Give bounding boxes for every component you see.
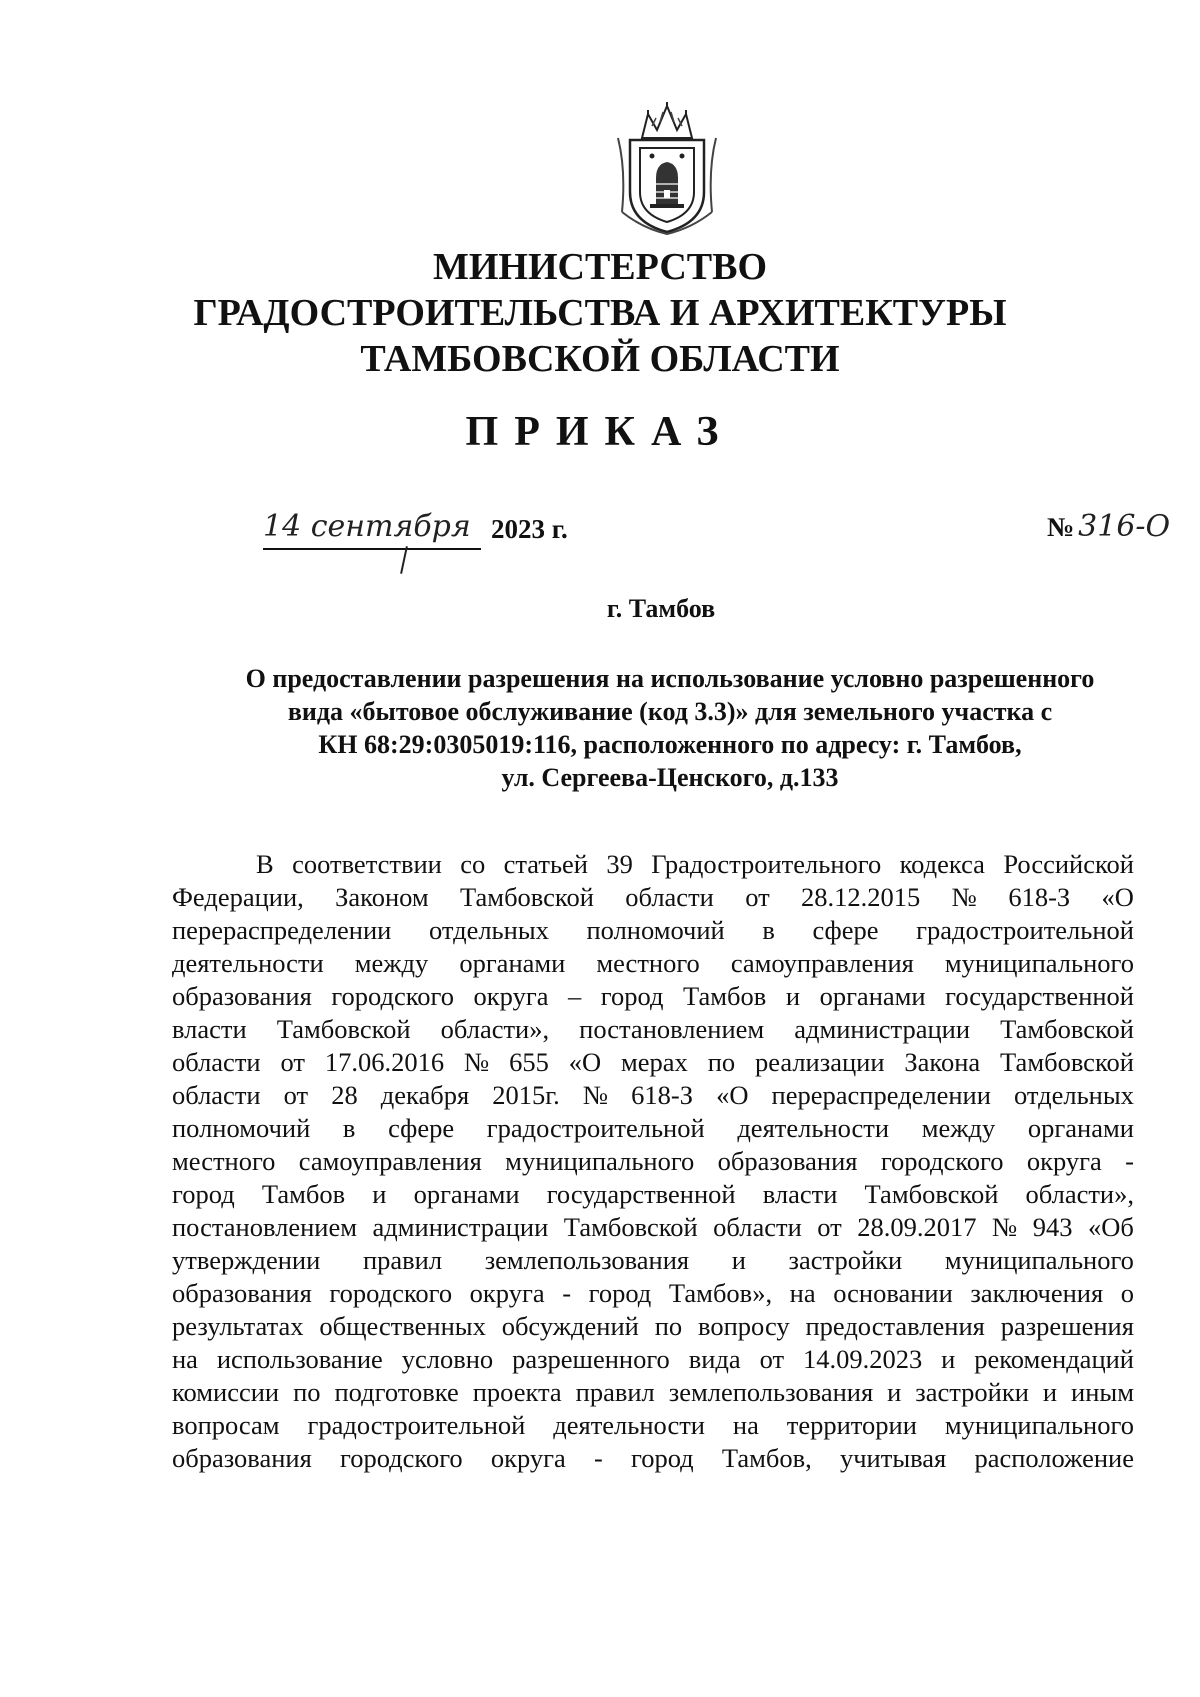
body-word: заключения <box>970 1278 1104 1308</box>
body-word: 28 <box>331 1080 358 1110</box>
body-word: - <box>593 1443 603 1473</box>
body-word: Тамбов», <box>668 1278 773 1308</box>
body-word: со <box>460 849 486 879</box>
body-word: Тамбов <box>261 1179 346 1209</box>
body-word: полномочий <box>586 915 725 945</box>
body-word: - <box>1125 1146 1134 1176</box>
body-word: в <box>342 1113 356 1143</box>
body-word: Российской <box>1003 849 1134 879</box>
body-word: муниципального <box>944 948 1134 978</box>
body-word: город <box>600 981 664 1011</box>
body-line <box>172 980 1134 1013</box>
body-word: вопросам <box>172 1410 280 1440</box>
body-word: статьей <box>503 849 588 879</box>
body-word: территории <box>786 1410 917 1440</box>
coat-of-arms-icon <box>612 100 722 235</box>
body-word: муниципального <box>944 1245 1134 1275</box>
body-word: постановлением <box>579 1014 765 1044</box>
body-word: правил <box>362 1245 443 1275</box>
body-line <box>172 1343 1134 1376</box>
body-word: области», <box>440 1014 550 1044</box>
body-word: В <box>256 849 274 879</box>
body-word: государственной <box>546 1179 736 1209</box>
order-subject <box>170 662 1170 794</box>
subject-line: КН 68:29:0305019:116, расположенного по адресу: г. Тамбов, <box>318 730 1022 759</box>
body-word: перераспределении <box>172 915 392 945</box>
body-word: 28.09.2017 <box>857 1212 977 1242</box>
body-word: 2015г. <box>492 1080 560 1110</box>
body-line <box>172 1310 1134 1343</box>
body-word: 39 <box>606 849 633 879</box>
body-word: Федерации, <box>172 882 304 912</box>
order-body-paragraph <box>172 848 1134 1475</box>
body-word: самоуправления <box>298 1146 482 1176</box>
body-word: округа <box>469 1278 545 1308</box>
body-line <box>172 1277 1134 1310</box>
body-word: город <box>172 1179 235 1209</box>
subject-line: О предоставлении разрешения на использование условно разрешенного <box>245 664 1095 693</box>
body-line <box>172 1376 1134 1409</box>
body-word: образования <box>172 1443 312 1473</box>
body-word: основании <box>833 1278 953 1308</box>
body-word: постановлением <box>172 1212 357 1242</box>
date-year: 2023 г. <box>491 514 568 544</box>
ministry-line-1: МИНИСТЕРСТВО <box>432 246 768 288</box>
body-word: 28.12.2015 <box>801 882 921 912</box>
body-word: образования <box>172 1278 312 1308</box>
body-word: застройки <box>788 1245 903 1275</box>
body-word: «О <box>568 1047 602 1077</box>
body-word: и <box>372 1179 387 1209</box>
body-word: по <box>654 1311 683 1341</box>
body-word: местного <box>596 948 700 978</box>
body-word: перераспределении <box>771 1080 991 1110</box>
body-word: области <box>172 1080 261 1110</box>
date-pen-stroke <box>400 546 408 574</box>
body-word: области», <box>1025 1179 1134 1209</box>
body-word: Тамбовской <box>1000 1014 1134 1044</box>
body-word: полномочий <box>172 1113 311 1143</box>
body-word: разрешенного <box>512 1344 670 1374</box>
body-word: разрешения <box>1000 1311 1134 1341</box>
body-word: учитывая <box>839 1443 947 1473</box>
body-word: № <box>951 882 977 912</box>
body-word: области <box>713 1212 802 1242</box>
body-word: от <box>817 1212 842 1242</box>
body-word: области <box>625 882 714 912</box>
body-word: местного <box>172 1146 276 1176</box>
body-word: Тамбовской <box>460 882 594 912</box>
body-word: на <box>732 1410 759 1440</box>
body-word: предоставления <box>805 1311 985 1341</box>
body-word: и <box>887 1377 902 1407</box>
body-line <box>172 1442 1134 1475</box>
body-word: градостроительной <box>307 1410 526 1440</box>
body-word: в <box>762 915 775 945</box>
body-word: между <box>921 1113 996 1143</box>
body-word: «О <box>716 1080 749 1110</box>
body-word: от <box>280 1047 305 1077</box>
body-word: использование <box>216 1344 383 1374</box>
body-word: округа <box>1026 1146 1102 1176</box>
ministry-line-3: ТАМБОВСКОЙ ОБЛАСТИ <box>360 338 840 380</box>
body-word: мерах <box>621 1047 688 1077</box>
body-word: 14.09.2023 <box>802 1344 923 1374</box>
body-word: городского <box>329 1278 453 1308</box>
number-sign: № <box>1047 512 1075 542</box>
body-word: № <box>582 1080 609 1110</box>
body-word: по <box>293 1377 321 1407</box>
body-word: власти <box>762 1179 838 1209</box>
body-word: Градостроительного <box>651 849 882 879</box>
body-word: комиссии <box>172 1377 280 1407</box>
body-word: утверждении <box>172 1245 321 1275</box>
body-word: образования <box>172 981 312 1011</box>
body-word: общественных <box>319 1311 486 1341</box>
ministry-name <box>0 244 1200 382</box>
body-word: органами <box>413 1179 520 1209</box>
body-word: правил <box>575 1377 655 1407</box>
body-word: 943 <box>1032 1212 1073 1242</box>
body-word: проекта <box>472 1377 562 1407</box>
body-word: вида <box>688 1344 741 1374</box>
body-word: городского <box>331 981 455 1011</box>
body-line <box>172 1178 1134 1211</box>
body-word: Закона <box>904 1047 981 1077</box>
body-word: городского <box>339 1443 463 1473</box>
body-word: Тамбовской <box>563 1212 698 1242</box>
body-word: отдельных <box>1013 1080 1134 1110</box>
body-word: и <box>1042 1377 1058 1407</box>
body-word: по <box>707 1047 736 1077</box>
body-word: администрации <box>372 1212 549 1242</box>
body-word: «О <box>1101 882 1134 912</box>
body-word: органами <box>459 948 566 978</box>
body-word: сфере <box>388 1113 455 1143</box>
body-word: градостроительной <box>486 1113 705 1143</box>
body-word: области <box>172 1047 261 1077</box>
body-word: сфере <box>812 915 879 945</box>
body-line <box>172 881 1134 914</box>
body-word: на <box>789 1278 816 1308</box>
body-word: город <box>588 1278 652 1308</box>
body-word: от <box>283 1080 309 1110</box>
body-word: вопросу <box>698 1311 790 1341</box>
city-line: г. Тамбов <box>606 594 716 623</box>
body-word: 17.06.2016 <box>324 1047 445 1077</box>
body-line <box>172 1112 1134 1145</box>
body-word: Тамбовской <box>864 1179 999 1209</box>
body-word: от <box>745 882 770 912</box>
body-word: и <box>731 1245 746 1275</box>
order-number <box>1047 508 1170 546</box>
body-word: соответствии <box>292 849 442 879</box>
body-word: государственной <box>945 981 1134 1011</box>
body-word: деятельности <box>172 948 324 978</box>
body-word: - <box>562 1278 572 1308</box>
body-word: Тамбов <box>683 981 767 1011</box>
body-line <box>172 1211 1134 1244</box>
body-word: Тамбовской <box>276 1014 411 1044</box>
body-word: декабря <box>380 1080 470 1110</box>
body-word: «Об <box>1088 1212 1134 1242</box>
body-word: и <box>785 981 801 1011</box>
handwritten-number: 316-О <box>1078 509 1171 544</box>
body-word: 618-З <box>631 1080 694 1110</box>
body-word: 618-З <box>1008 882 1071 912</box>
body-word: и <box>941 1344 956 1374</box>
body-word: округа <box>473 981 549 1011</box>
body-line <box>172 1013 1134 1046</box>
body-word: отдельных <box>428 915 549 945</box>
body-line <box>172 1409 1134 1442</box>
body-word: реализации <box>755 1047 885 1077</box>
body-word: 655 <box>509 1047 549 1077</box>
body-word: между <box>354 948 429 978</box>
body-word: муниципального <box>505 1146 695 1176</box>
body-word: расположение <box>974 1443 1134 1473</box>
body-word: подготовке <box>334 1377 459 1407</box>
body-word: органами <box>1027 1113 1134 1143</box>
body-line <box>172 848 1134 881</box>
subject-line: ул. Сергеева-Ценского, д.133 <box>501 763 839 792</box>
body-word: иным <box>1071 1377 1134 1407</box>
body-word: Тамбовской <box>1000 1047 1134 1077</box>
body-line <box>172 947 1134 980</box>
body-word: деятельности <box>737 1113 890 1143</box>
body-word: о <box>1120 1278 1134 1308</box>
body-word: на <box>172 1344 198 1374</box>
body-word: условно <box>401 1344 494 1374</box>
body-word: землепользования <box>484 1245 690 1275</box>
body-word: администрации <box>794 1014 971 1044</box>
body-word: № <box>463 1047 490 1077</box>
ministry-line-2: ГРАДОСТРОИТЕЛЬСТВА И АРХИТЕКТУРЫ <box>193 292 1007 334</box>
body-word: образования <box>717 1146 858 1176</box>
subject-line: вида «бытовое обслуживание (код 3.3)» для земельного участка с <box>287 697 1053 726</box>
body-word: обсуждений <box>501 1311 639 1341</box>
body-line <box>172 1145 1134 1178</box>
body-word: органами <box>819 981 926 1011</box>
body-word: градостроительной <box>916 915 1134 945</box>
body-word: рекомендаций <box>974 1344 1134 1374</box>
body-word: – <box>568 981 582 1011</box>
date-line <box>263 508 643 554</box>
body-word: от <box>759 1344 785 1374</box>
body-word: застройки <box>915 1377 1029 1407</box>
body-word: деятельности <box>553 1410 705 1440</box>
body-line <box>172 1046 1134 1079</box>
handwritten-date: 14 сентября <box>263 508 481 550</box>
body-line <box>172 914 1134 947</box>
body-word: власти <box>172 1014 247 1044</box>
body-word: город <box>630 1443 694 1473</box>
body-word: городского <box>880 1146 1004 1176</box>
body-word: Законом <box>335 882 429 912</box>
body-word: № <box>992 1212 1018 1242</box>
body-word: землепользования <box>668 1377 874 1407</box>
body-line <box>172 1079 1134 1112</box>
body-line <box>172 1244 1134 1277</box>
body-word: Тамбов, <box>721 1443 812 1473</box>
body-word: результатах <box>172 1311 304 1341</box>
body-word: самоуправления <box>730 948 914 978</box>
body-word: кодекса <box>899 849 985 879</box>
body-word: округа <box>490 1443 566 1473</box>
document-type-title: ПРИКАЗ <box>465 409 735 455</box>
body-word: муниципального <box>944 1410 1134 1440</box>
